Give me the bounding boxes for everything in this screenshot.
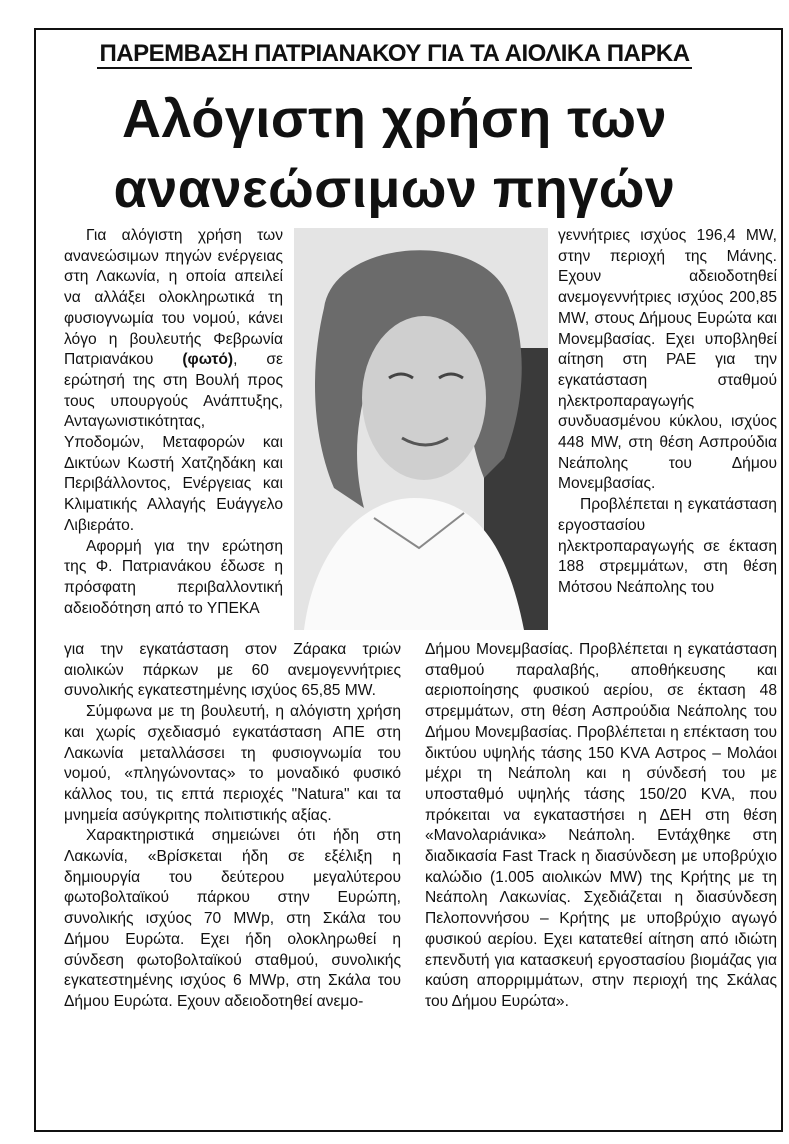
- headline-line-1: Αλόγιστη χρήση των: [121, 89, 668, 149]
- paragraph-intro: Για αλόγιστη χρήση των ανανεώσιμων πηγών ενέργειας στη Λακωνία, η οποία απειλεί να αλλάξει ολοκληρωτικά τη φυσιογνωμία του νομού, κάνει λόγο η βουλευτής Φεβρωνία Πατριανάκου (φωτό), σε ερώτησή της στη Βουλή προς τους υπουργούς Ανάπτυξης, Ανταγωνιστικότητας, Υποδομών, Μεταφορών και Δικτύων Κωστή Χατζηδάκη και Περιβάλλοντος, Ενέργειας και Κλιματικής Αλλαγής Ευάγγελο Λιβιεράτο.: [64, 227, 283, 534]
- article-kicker: [0, 40, 789, 68]
- left-column-bottom: [64, 640, 401, 1013]
- kicker-text: ΠΑΡΕΜΒΑΣΗ ΠΑΤΡΙΑΝΑΚΟΥ ΓΙΑ ΤΑ ΑΙΟΛΙΚΑ ΠΑΡΚΑ: [99, 40, 690, 67]
- right-column-top: [558, 226, 777, 599]
- paragraph-licences: γεννήτριες ισχύος 196,4 MW, στην περιοχή της Μάνης. Εχουν αδειοδοτηθεί ανεμογεννήτριες ισχύος 200,85 MW, στους Δήμους Ευρώτα και Μονεμβασίας. Εχει υποβληθεί αίτηση στη ΡΑΕ για την εγκατάσταση σταθμού ηλεκτροπαραγωγής συνδυασμένου κύκλου, ισχύος 448 MW, στη θέση Ασπρούδια Νεάπολης του Δήμου Μονεμβασίας.: [558, 227, 777, 493]
- article-headline: [0, 84, 789, 224]
- photo-reference: (φωτό): [182, 351, 234, 369]
- paragraph-factory-start: Προβλέπεται η εγκατάσταση εργοστασίου ηλεκτροπαραγωγής σε έκταση 188 στρεμμάτων, στη θέση Μότσου Νεάπολης του: [558, 496, 777, 596]
- headline-line-2: ανανεώσιμων πηγών: [113, 159, 676, 219]
- right-column-bottom: [425, 640, 777, 1013]
- portrait-photo: [294, 228, 548, 630]
- paragraph-occasion-end: για την εγκατάσταση στον Ζάρακα τριών αιολικών πάρκων με 60 ανεμογεννήτριες συνολικής εγκατεστημένης ισχύος 65,85 MW.: [64, 641, 401, 700]
- paragraph-quote: Χαρακτηριστικά σημειώνει ότι ήδη στη Λακωνία, «Βρίσκεται ήδη σε εξέλιξη η δημιουργία του δεύτερου μεγαλύτερου φωτοβολταϊκού πάρκου στην Ευρώπη, συνολικής ισχύος 70 MWp, στη Σκάλα του Δήμου Ευρώτα. Εχει ήδη ολοκληρωθεί η σύνδεση φωτοβολταϊκού σταθμού, συνολικής εγκατεστημένης ισχύος 6 MWp, στη Σκάλα του Δήμου Ευρώτα. Εχουν αδειοδοτηθεί ανεμο-: [64, 827, 401, 1010]
- left-column-top: [64, 226, 283, 619]
- paragraph-occasion-start: Αφορμή για την ερώτηση της Φ. Πατριανάκου έδωσε η πρόσφατη περιβαλλοντική αδειοδότηση από το ΥΠΕΚΑ: [64, 537, 283, 617]
- paragraph-factory-end: Δήμου Μονεμβασίας. Προβλέπεται η εγκατάσταση σταθμού παραλαβής, αποθήκευσης και αεριοποίησης φυσικού αερίου, σε έκταση 48 στρεμμάτων, στη θέση Ασπρούδια Νεάπολης του Δήμου Μονεμβασίας. Προβλέπεται η επέκταση του δικτύου υψηλής τάσης 150 KVA Αστρος – Μολάοι μέχρι τη Νεάπολη και η σύνδεσή του με υποσταθμό υψηλής τάσης 150/20 KVA, που πρόκειται να εγκαταστήσει η ΔΕΗ στη θέση «Μανολαριάνικα» Νεάπολη. Εντάχθηκε στη διαδικασία Fast Track η διασύνδεση με υποβρύχιο καλώδιο (1.005 αιολικών MW) της Κρήτης με τη Νεάπολη Λακωνίας. Σχεδιάζεται η διασύνδεση Πελοποννήσου – Κρήτης με υποβρύχιο αγωγό φυσικού αερίου. Εχει κατατεθεί αίτηση από ιδιώτη επενδυτή για κατασκευή εργοστασίου βιομάζας για καύση απορριμμάτων, στην περιοχή της Σκάλας του Δήμου Ευρώτα».: [425, 641, 777, 1010]
- paragraph-mp-view: Σύμφωνα με τη βουλευτή, η αλόγιστη χρήση και χωρίς σχεδιασμό εγκατάσταση ΑΠΕ στη Λακωνία μεταλλάσσει τη φυσιογνωμία του νομού, «πληγώνοντας» το μοναδικό φυσικό κάλλος του, τις επτά περιοχές "Natura" και τα μνημεία ασύγκριτης πολιτιστικής αξίας.: [64, 703, 401, 824]
- portrait-photo-icon: [294, 228, 548, 630]
